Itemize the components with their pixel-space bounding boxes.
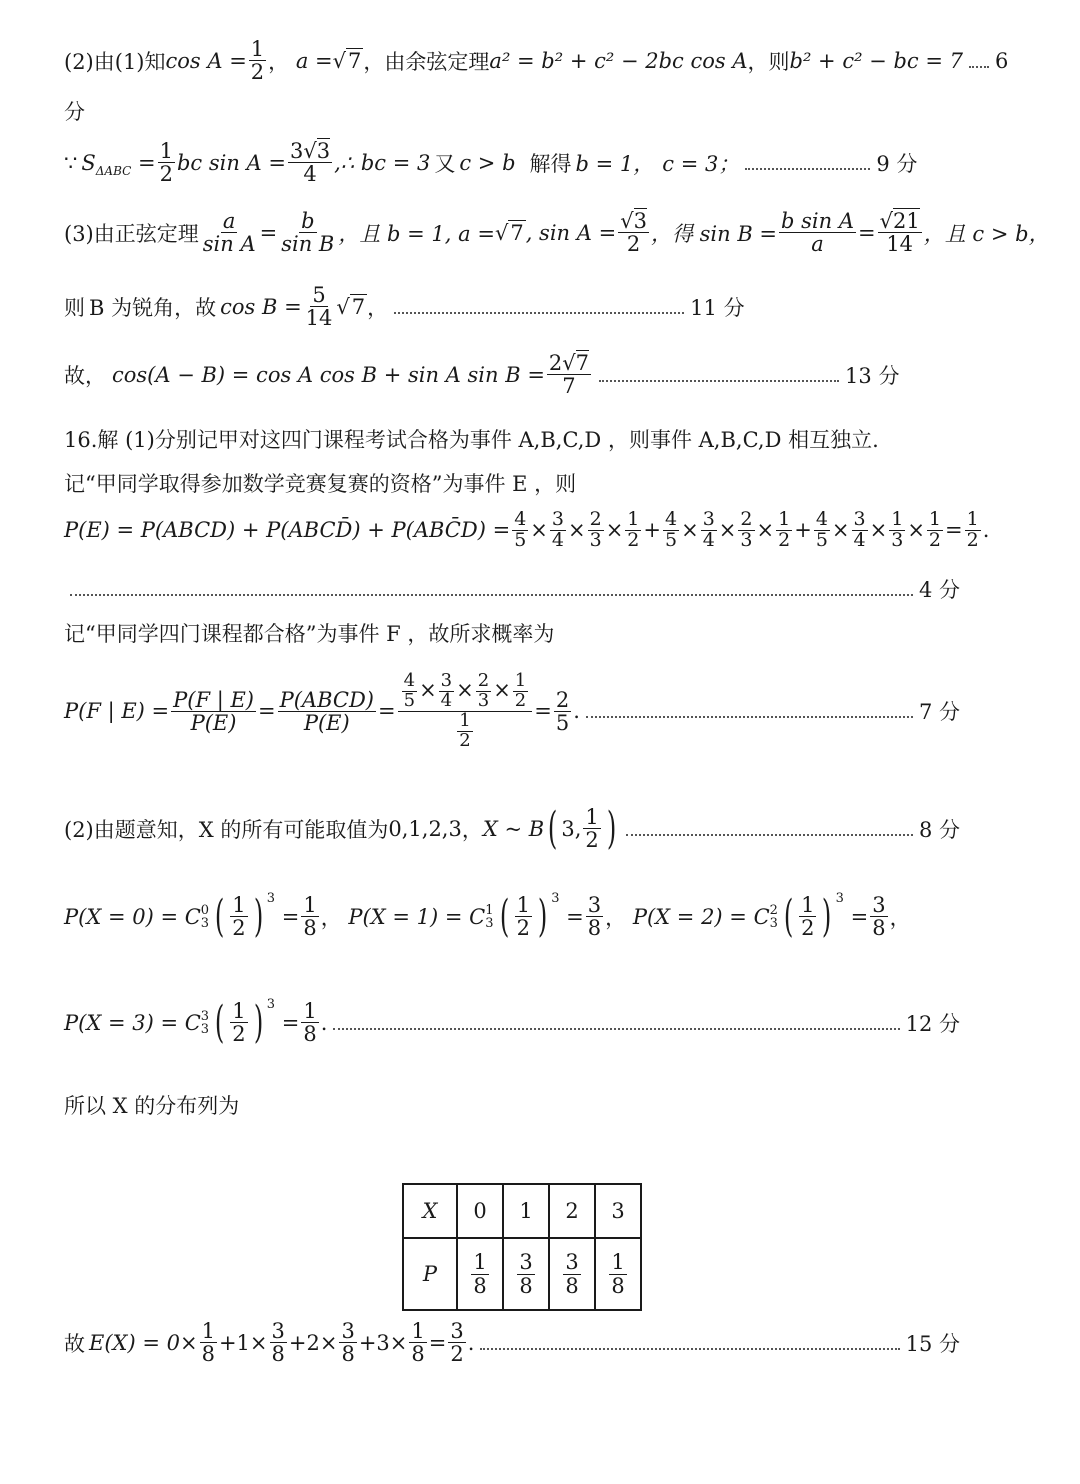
table-row-label: P [403, 1238, 457, 1310]
q16-intro: 16.解 (1)分别记甲对这四门课程考试合格为事件 A,B,C,D ，则事件 A,B,C,D 相互独立. [64, 428, 879, 452]
leader-dots [394, 312, 684, 314]
q16-line2 [64, 468, 1040, 498]
get-sinB-text: ，得 sin B = [650, 221, 778, 246]
table-header-cell: 2 [549, 1184, 595, 1238]
event-E-def: 记“甲同学取得参加数学竞赛复赛的资格”为事件 E ，则 [64, 472, 577, 496]
tail-text: ，且 c > b， [923, 221, 1050, 246]
score-11: 11 分 [690, 295, 745, 320]
fraction-3sqrt3-4: $\frac{3√3}{4}$ [290, 139, 331, 187]
sqrt-7: √ 7 [494, 221, 524, 246]
area-line: ∵ S ΔABC = $\frac{1}{2}$ bc sin A = $\frac{3√3}{4}$ ,∴ bc = 3 又 c > b 解得 b = 1， c = 3； 9 分 [64, 139, 918, 187]
part3-prefix: (3)由正弦定理 [64, 221, 199, 246]
solve-text: 解得 [529, 151, 572, 176]
score-6: 6 [994, 48, 1009, 73]
fraction-sqrt3-2: $\frac{√3}{2}$ [620, 209, 647, 257]
fen-text: 分 [64, 100, 85, 124]
distribution-table [402, 1183, 642, 1311]
therefore-text: ,∴ bc = 3 [334, 150, 431, 175]
also-text: 又 [434, 151, 456, 176]
score-4: 4 分 [918, 578, 960, 602]
leader-dots [70, 594, 913, 596]
cosA-label: cos A = [165, 48, 247, 73]
area-symbol: S [81, 150, 96, 175]
pFE-lhs: P(F | E) = [64, 699, 170, 724]
p012-line: P(X = 0) = C 0 3 ( $\frac{1}{2}$ ) 3 = $\frac{1}{8}$ ， P(X = 1) = C 1 3 ( $\frac{1}{2}$ ) 3 = $\frac{3}{8}$ ， P(X = 2) = C 2 3 ( $\frac{1}{2}$ ) 3 = $\frac{3}{8}$ ， [64, 890, 911, 942]
binom-line: (2)由题意知，X 的所有可能取值为 0,1,2,3 ， X ~ B ( 3, $\frac{1}{2}$ ) 8 分 [64, 802, 960, 854]
p1-lhs: P(X = 1) = C [348, 904, 486, 929]
table-cell: $\frac{3}{8}$ [549, 1238, 595, 1310]
leader-dots [480, 1348, 899, 1350]
expectation-lhs: E(X) = 0× [89, 1330, 198, 1355]
table-header-cell: X [403, 1184, 457, 1238]
fraction-a-sinA: $\frac{a}{\text{sin A}}$ [202, 209, 256, 257]
score-8: 8 分 [918, 817, 960, 842]
sinA-text: , sin A = [525, 220, 617, 245]
score-9: 9 分 [876, 151, 918, 176]
cosine-result: b² + c² − bc = 7 [789, 48, 963, 73]
fraction-5-14: $\frac{5}{14}$ [305, 283, 333, 331]
because-symbol: ∵ [64, 150, 78, 175]
dist-intro-line [64, 1090, 1040, 1120]
score-12: 12 分 [905, 1011, 960, 1036]
c-value: c = 3； [662, 151, 740, 176]
cosB-line [64, 284, 1040, 329]
fraction-sqrt21-14: $\frac{√21}{14}$ [879, 209, 920, 257]
binom-label: X ~ B [482, 816, 545, 841]
score-15: 15 分 [905, 1331, 960, 1356]
part2-prefix: (2)由(1)知 [64, 49, 166, 74]
fraction-1-2: $\frac{1}{2}$ [250, 37, 265, 85]
fraction-b-sinB: $\frac{b}{\text{sin B}}$ [281, 209, 335, 257]
leader-dots [745, 168, 870, 170]
area-subscript: ΔABC [95, 163, 132, 178]
x-values: 0,1,2,3 [388, 816, 462, 841]
table-header-cell: 3 [595, 1184, 641, 1238]
leader-dots [969, 66, 989, 68]
p3-lhs: P(X = 3) = C [64, 1010, 201, 1035]
condition-text: c > b [459, 150, 516, 175]
part2-line: (2)由(1)知 cos A = $\frac{1}{2}$ ， a = √ 7 ，由余弦定理 a² = b² + c² − 2bc cos A ，则 b² + c² − bc = 7 6 [64, 37, 1009, 85]
fraction-1-2: $\frac{1}{2}$ [159, 139, 173, 187]
score-7: 7 分 [918, 700, 960, 725]
p2-lhs: P(X = 2) = C [632, 904, 770, 929]
therefore-text: 故， [64, 363, 106, 388]
table-cell: $\frac{1}{8}$ [457, 1238, 503, 1310]
table-cell: $\frac{3}{8}$ [503, 1238, 549, 1310]
sqrt-7: √ 7 [332, 49, 362, 74]
pFE-line: P(F | E) = $\frac{P(F | E)}{P(E)}$ = $\frac{\text{P(ABCD)}}{P(E)}$ = $\frac{4}{5}$ × $\frac{3}{4}$ × $\frac{2}{3}$ × $\frac{1}{2}$ $\frac{1}{2}$ = $\frac{2}{5}$ . 7 分 [64, 670, 960, 751]
therefore-text: 故 [64, 1331, 85, 1356]
leader-dots [626, 834, 913, 836]
and-b-text: ，且 b = 1, a = [338, 221, 495, 246]
table-cell: $\frac{1}{8}$ [595, 1238, 641, 1310]
expectation-line: 故 E(X) = 0× $\frac{1}{8}$ +1× $\frac{3}{8}$ +2× $\frac{3}{8}$ +3× $\frac{1}{8}$ = $\frac{3}{2}$ . 15 分 [64, 1319, 960, 1367]
sqrt-7: √ 7 [336, 295, 366, 320]
values-intro: (2)由题意知，X 的所有可能取值为 [64, 817, 389, 842]
comma: ， [461, 817, 483, 842]
cosAB-line [64, 352, 1040, 397]
table-row [403, 1184, 641, 1238]
event-F-line [64, 618, 1040, 648]
then-text: ，则 [747, 49, 790, 74]
event-F-def: 记“甲同学四门课程都合格”为事件 F ，故所求概率为 [64, 622, 555, 646]
cosine-formula: a² = b² + c² − 2bc cos A [489, 48, 748, 73]
area-mid: bc sin A = [176, 150, 286, 175]
table-header-cell: 0 [457, 1184, 503, 1238]
q16-line1 [64, 424, 1040, 454]
part2-fen-line [64, 96, 1040, 126]
then-text: 则 [64, 295, 85, 320]
dist-intro: 所以 X 的分布列为 [64, 1094, 240, 1118]
comma: ， [367, 295, 389, 320]
pE-lhs: P(E) = P(ABCD) + P(ABCD̄) + P(ABC̄D) = [64, 518, 511, 543]
part3-line: (3)由正弦定理 $\frac{a}{\text{sin A}}$ = $\frac{b}{\text{sin B}}$ ，且 b = 1, a = √ 7 , sin A = $\frac{√3}{2}$ ，得 sin B = $\frac{\text{b sin A}}{a}$ = $\frac{√21}{14}$ ，且 c > b， [64, 209, 1050, 257]
cosB-label: cos B = [220, 294, 302, 319]
score4-line [64, 574, 1040, 604]
p3-line: P(X = 3) = C 3 3 ( $\frac{1}{2}$ ) 3 = $\frac{1}{8}$ . 12 分 [64, 996, 960, 1048]
leader-dots [586, 716, 913, 718]
score-13: 13 分 [845, 363, 900, 388]
b-value: b = 1， [575, 151, 655, 176]
fraction-2sqrt7-7: $\frac{2√7}{7}$ [548, 351, 590, 399]
table-row [403, 1238, 641, 1310]
pE-line: P(E) = P(ABCD) + P(ABCD̄) + P(ABC̄D) = $\frac{4}{5}$ × $\frac{3}{4}$ × $\frac{2}{3}$ × $\frac{1}{2}$ + $\frac{4}{5}$ × $\frac{3}{4}$ × $\frac{2}{3}$ × $\frac{1}{2}$ + $\frac{4}{5}$ × $\frac{3}{4}$ × $\frac{1}{3}$ × $\frac{1}{2}$ = $\frac{1}{2}$ . [64, 508, 990, 551]
cosine-rule-text: ，由余弦定理 [363, 49, 490, 74]
acute-text: B 为锐角，故 [89, 295, 217, 320]
cosAB-formula: cos(A − B) = cos A cos B + sin A sin B = [112, 362, 545, 387]
leader-dots [333, 1028, 899, 1030]
table-header-cell: 1 [503, 1184, 549, 1238]
fraction-bsinA-a: $\frac{\text{b sin A}}{a}$ [781, 209, 855, 257]
leader-dots [599, 380, 839, 382]
p0-lhs: P(X = 0) = C [64, 904, 201, 929]
compound-fraction: $\frac{4}{5}$ × $\frac{3}{4}$ × $\frac{2}{3}$ × $\frac{1}{2}$ $\frac{1}{2}$ [398, 672, 533, 751]
